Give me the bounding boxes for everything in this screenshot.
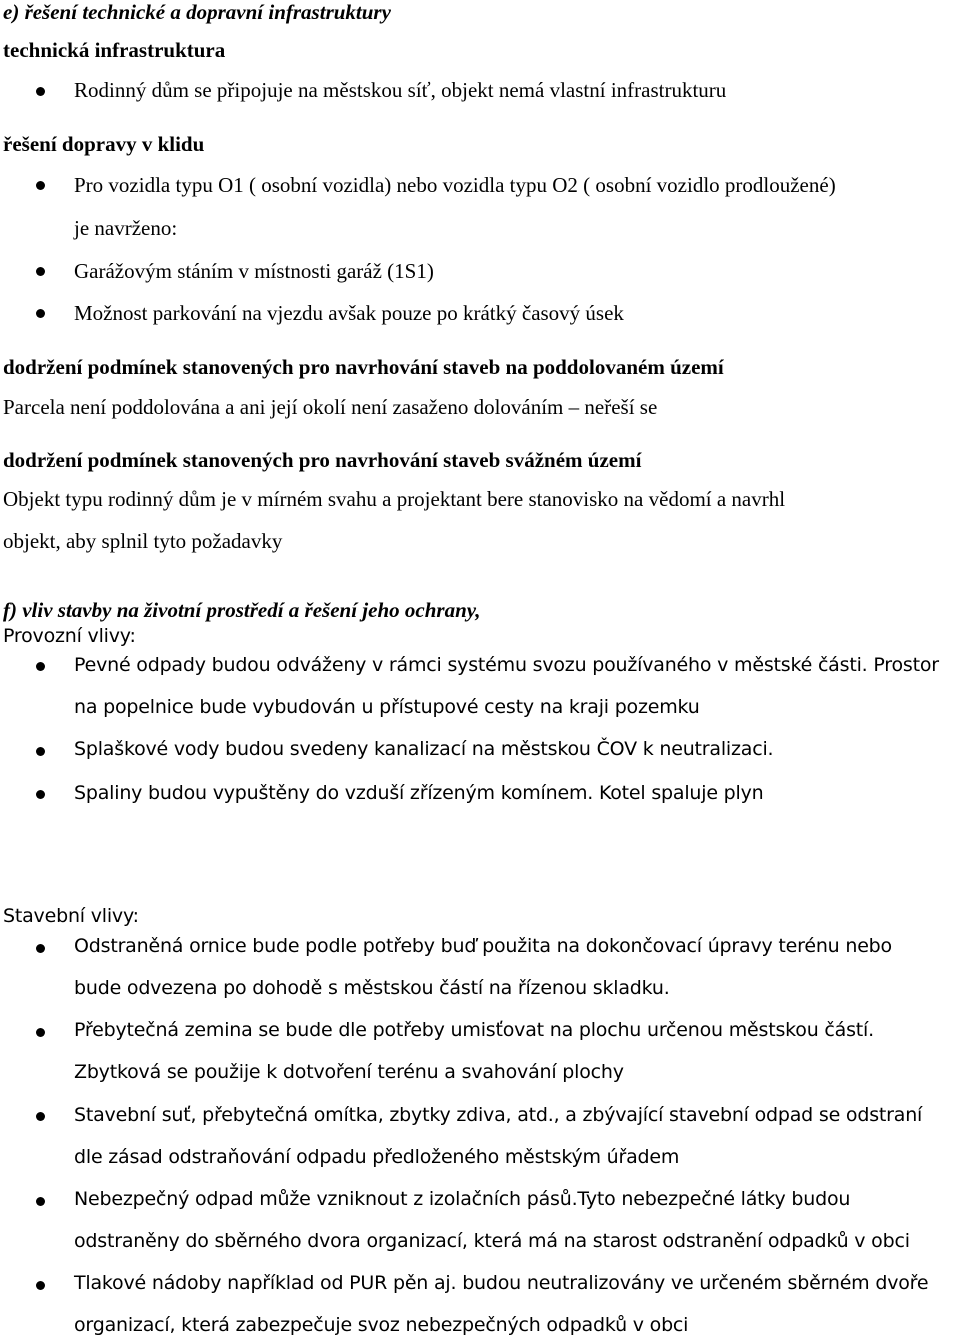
- doprava-item-2: Garážovým stáním v místnosti garáž (1S1): [74, 259, 434, 283]
- bullet-icon: [36, 87, 45, 96]
- bullet-icon: [36, 267, 45, 276]
- provozni-item-3: Spaliny budou vypuštěny do vzduší zřízeným komínem. Kotel spaluje plyn: [74, 782, 764, 804]
- bullet-icon: [36, 790, 45, 799]
- provozni-item-1: Pevné odpady budou odváženy v rámci systému svozu používaného v městské části. Prostor: [74, 654, 939, 676]
- svazne-text-cont: objekt, aby splnil tyto požadavky: [3, 529, 283, 553]
- tech-infra-item: Rodinný dům se připojuje na městskou síť, objekt nemá vlastní infrastrukturu: [74, 78, 727, 102]
- doprava-item-1: Pro vozidla typu O1 ( osobní vozidla) nebo vozidla typu O2 ( osobní vozidlo prodloužené): [74, 173, 836, 197]
- bullet-icon: [36, 309, 45, 318]
- provozni-title: Provozní vlivy:: [3, 625, 136, 647]
- stavebni-item-5-cont: organizací, která zabezpečuje svoz nebezpečných odpadků v obci: [74, 1314, 689, 1336]
- bullet-icon: [36, 747, 45, 756]
- doprava-title: řešení dopravy v klidu: [3, 132, 205, 156]
- section-f-heading: f) vliv stavby na životní prostředí a řešení jeho ochrany,: [3, 598, 481, 622]
- stavebni-item-1: Odstraněná ornice bude podle potřeby buď použita na dokončovací úpravy terénu nebo: [74, 935, 892, 957]
- stavebni-item-3-cont: dle zásad odstraňování odpadu předloženého městským úřadem: [74, 1146, 680, 1168]
- provozni-item-2: Splaškové vody budou svedeny kanalizací na městskou ČOV k neutralizaci.: [74, 738, 774, 760]
- bullet-icon: [36, 181, 45, 190]
- stavebni-item-3: Stavební suť, přebytečná omítka, zbytky zdiva, atd., a zbývající stavební odpad se odstraní: [74, 1104, 923, 1126]
- bullet-icon: [36, 662, 45, 671]
- stavebni-item-4: Nebezpečný odpad může vzniknout z izolačních pásů.Tyto nebezpečné látky budou: [74, 1188, 851, 1210]
- bullet-icon: [36, 944, 45, 953]
- poddolovane-title: dodržení podmínek stanovených pro navrhování staveb na poddolovaném území: [3, 355, 724, 379]
- bullet-icon: [36, 1197, 45, 1206]
- stavebni-item-5: Tlakové nádoby například od PUR pěn aj. budou neutralizovány ve určeném sběrném dvoře: [74, 1272, 929, 1294]
- bullet-icon: [36, 1028, 45, 1037]
- svazne-text: Objekt typu rodinný dům je v mírném svahu a projektant bere stanovisko na vědomí a navrhl: [3, 487, 786, 511]
- bullet-icon: [36, 1281, 45, 1290]
- doprava-item-3: Možnost parkování na vjezdu avšak pouze po krátký časový úsek: [74, 301, 624, 325]
- stavebni-title: Stavební vlivy:: [3, 905, 139, 927]
- section-e-heading: e) řešení technické a dopravní infrastruktury: [3, 0, 391, 24]
- poddolovane-text: Parcela není poddolována a ani její okolí není zasaženo dolováním – neřeší se: [3, 395, 658, 419]
- doprava-item-1-cont: je navrženo:: [74, 216, 178, 240]
- stavebni-item-4-cont: odstraněny do sběrného dvora organizací, která má na starost odstranění odpadků v obci: [74, 1230, 910, 1252]
- stavebni-item-2-cont: Zbytková se použije k dotvoření terénu a svahování plochy: [74, 1061, 624, 1083]
- stavebni-item-1-cont: bude odvezena po dohodě s městskou částí na řízenou skladku.: [74, 977, 670, 999]
- bullet-icon: [36, 1112, 45, 1121]
- svazne-title: dodržení podmínek stanovených pro navrhování staveb svážném území: [3, 448, 642, 472]
- stavebni-item-2: Přebytečná zemina se bude dle potřeby umisťovat na plochu určenou městskou částí.: [74, 1019, 874, 1041]
- provozni-item-1-cont: na popelnice bude vybudován u přístupové cesty na kraji pozemku: [74, 696, 700, 718]
- tech-infra-title: technická infrastruktura: [3, 38, 226, 62]
